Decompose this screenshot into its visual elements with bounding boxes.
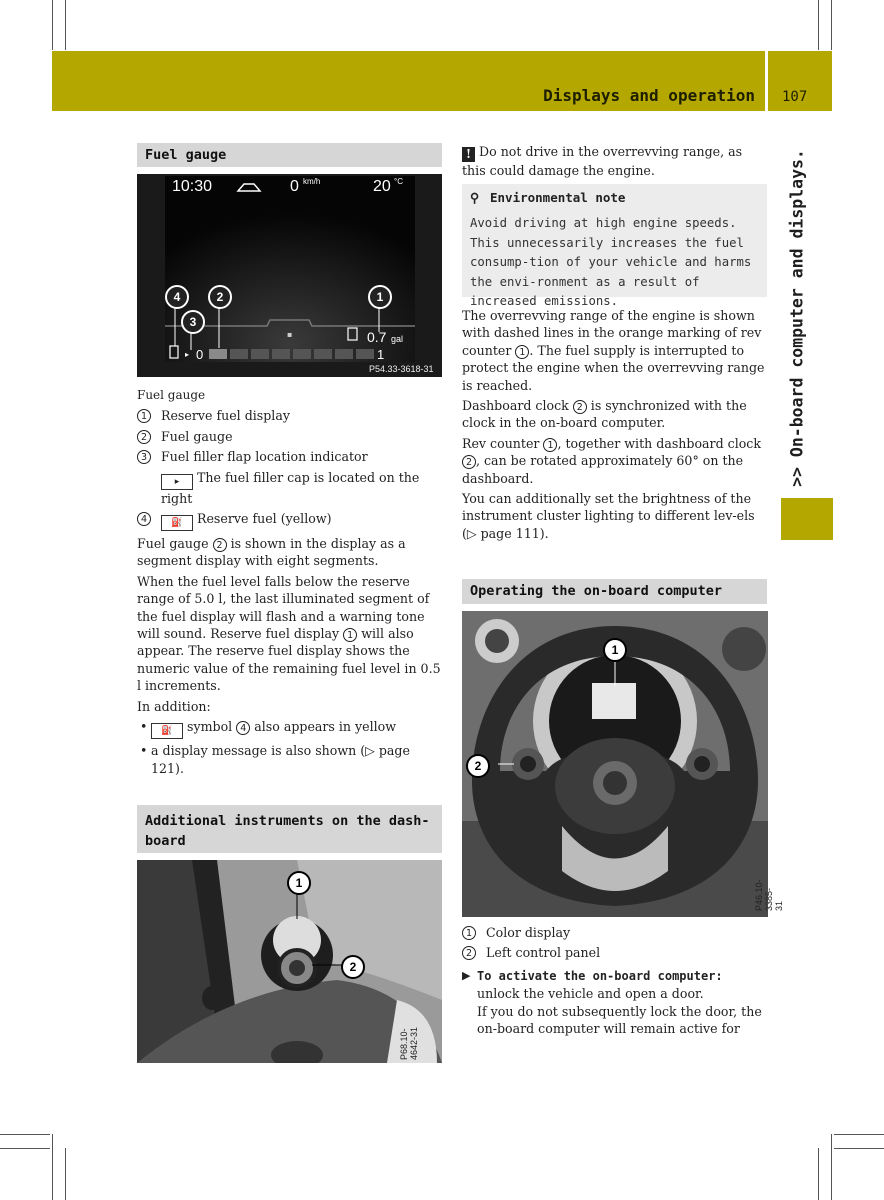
crop-mark xyxy=(0,1148,50,1149)
list-item: 1 Reserve fuel display xyxy=(137,407,443,424)
display-time: 10:30 xyxy=(172,178,213,195)
paragraph: You can additionally set the brightness of the instrument cluster lighting to different lev-els (▷ page 111). xyxy=(462,491,755,541)
env-note-title: ⚲ Environmental note xyxy=(470,190,626,205)
paragraph: Rev counter 1 , together with dashboard clock 2 , can be rotated approximately 60° on the dashboard. xyxy=(462,435,761,486)
header-title: Displays and operation xyxy=(543,86,755,105)
page-header xyxy=(52,51,765,111)
warning-icon: ! xyxy=(462,147,475,162)
paragraph: Fuel gauge 2 is shown in the display as a segment display with eight segments. xyxy=(137,536,406,569)
instrument-display-illustration xyxy=(137,174,442,377)
bullet-item: • a display message is also shown (▷ page 121). xyxy=(137,742,443,777)
crop-mark xyxy=(818,1148,819,1200)
callout-1: 1 xyxy=(603,638,627,662)
side-tab-marker xyxy=(781,498,833,540)
onboard-computer-heading: Operating the on-board computer xyxy=(462,579,767,604)
fuel-gauge-heading: Fuel gauge xyxy=(137,143,442,167)
list-item: 2 Left control panel xyxy=(462,944,768,961)
callout-4: 4 xyxy=(165,285,189,309)
svg-text:▪: ▪ xyxy=(287,330,293,339)
list-item: 1 Color display xyxy=(462,924,768,941)
fuel-gauge-figure xyxy=(137,174,442,377)
callout-1: 1 xyxy=(368,285,392,309)
dashboard-instruments-figure xyxy=(137,860,442,1063)
fuel-pump-icon: ⛽ xyxy=(151,723,183,739)
environmental-note xyxy=(462,184,767,308)
crop-mark xyxy=(834,1134,884,1135)
instruction-step: ▶ To activate the on-board computer: unlock the vehicle and open a door. If you do not subsequently lock the door, the on-board computer will remain active for xyxy=(462,968,762,1037)
list-item: 2 Fuel gauge xyxy=(137,428,443,445)
callout-2: 2 xyxy=(466,754,490,778)
fuel-gauge-text xyxy=(137,387,443,780)
figure-code: P54.33-3618-31 xyxy=(369,364,434,374)
scale-max: 1 xyxy=(377,347,385,362)
crop-mark xyxy=(818,0,819,50)
crop-mark xyxy=(52,1134,53,1200)
fuel-pump-icon: ⛽ xyxy=(161,515,193,531)
bullet-item: • ⛽ symbol 4 also appears in yellow xyxy=(137,718,443,739)
callout-2: 2 xyxy=(208,285,232,309)
env-note-body: Avoid driving at high engine speeds. This unnecessarily increases the fuel consump-tion of your vehicle and harms the envi-ronment as a result of increased emissions. xyxy=(470,216,752,308)
right-column-text xyxy=(462,307,768,545)
display-temp: 20 xyxy=(373,178,391,195)
crop-mark xyxy=(52,0,53,50)
list-item: 4 ⛽ Reserve fuel (yellow) xyxy=(137,510,443,531)
display-fuel-value: 0.7 xyxy=(367,329,387,345)
crop-mark xyxy=(65,0,66,50)
onboard-computer-text xyxy=(462,924,768,1040)
callout-2: 2 xyxy=(341,955,365,979)
side-section-title xyxy=(782,138,812,498)
display-speed-unit: km/h xyxy=(303,177,321,186)
warning-note: ! Do not drive in the overrevving range, as this could damage the engine. xyxy=(462,144,743,178)
figure-code: P68.10-4642-31 xyxy=(399,1026,419,1060)
display-fuel-unit: gal xyxy=(391,334,404,344)
paragraph: When the fuel level falls below the reserve range of 5.0 l, the last illuminated segment of the fuel display will flash and a warning tone will sound. Reserve fuel display 1 will also appear. The reserve fuel display shows the numeric value of the remaining fuel level in 0.5 l increments. xyxy=(137,573,441,694)
list-item: 3 Fuel filler flap location indicator xyxy=(137,448,443,465)
crop-mark xyxy=(0,1134,50,1135)
page-number-box xyxy=(768,51,832,111)
crop-mark xyxy=(831,1134,832,1200)
additional-instruments-heading: Additional instruments on the dash-board xyxy=(137,805,442,853)
triangle-right-icon: ▸ xyxy=(161,474,193,490)
display-temp-unit: °C xyxy=(394,177,403,186)
callout-3: 3 xyxy=(181,310,205,334)
leaf-icon: ⚲ xyxy=(470,190,480,205)
arrow-right-icon: ▶ xyxy=(462,968,471,982)
steering-wheel-figure xyxy=(462,611,784,917)
paragraph: Dashboard clock 2 is synchronized with the clock in the on-board computer. xyxy=(462,398,747,431)
side-title-text: >> On-board computer and displays. xyxy=(787,149,807,487)
figure-code: P46.10-3385-31 xyxy=(754,879,784,911)
crop-mark xyxy=(65,1148,66,1200)
list-item-sub: ▸ The fuel filler cap is located on the right xyxy=(161,469,420,506)
callout-1: 1 xyxy=(287,871,311,895)
page-number: 107 xyxy=(782,89,808,105)
figure-caption: Fuel gauge xyxy=(137,388,206,402)
svg-text:▸: ▸ xyxy=(185,350,190,359)
scale-min: 0 xyxy=(196,347,204,362)
display-speed: 0 xyxy=(290,178,299,195)
crop-mark xyxy=(834,1148,884,1149)
paragraph: The overrevving range of the engine is shown with dashed lines in the orange marking of rev counter 1 . The fuel supply is interrupted to protect the engine when the overrevving range is reached. xyxy=(462,308,765,393)
paragraph: In addition: xyxy=(137,698,211,714)
crop-mark xyxy=(831,0,832,50)
